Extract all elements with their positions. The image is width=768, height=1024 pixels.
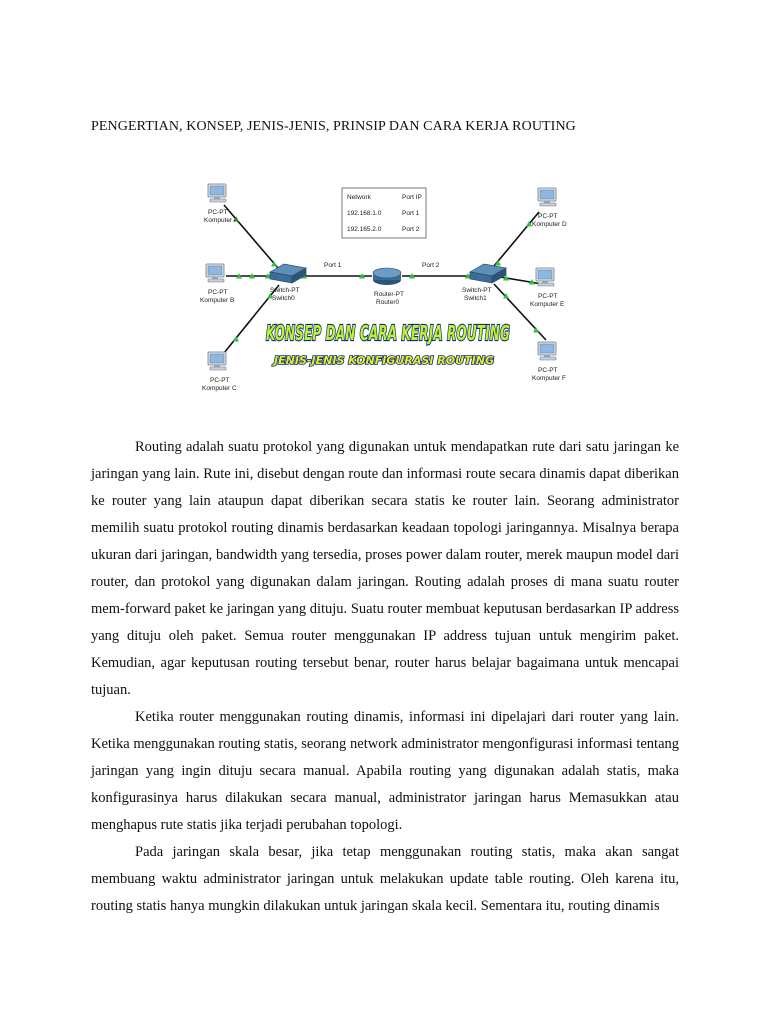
- svg-text:Router0: Router0: [376, 299, 400, 306]
- switch1: [462, 264, 506, 302]
- paragraph: Routing adalah suatu protokol yang digunakan untuk mendapatkan rute dari satu jaringan ke jaringan yang lain. Rute ini, disebut dengan route dan informasi route secara dinamis dapat diberikan ke router yang lain ataupun dapat diberikan secara statis ke router lain. Seorang administrator memilih suatu protokol routing dinamis berdasarkan keadaan topologi jaringannya. Misalnya berapa ukuran dari jaringan, bandwidth yang tersedia, proses power dalam router, merek maupun model dari router, dan protokol yang digunakan dalam jaringan. Routing adalah proses di mana suatu router mem-forward paket ke jaringan yang dituju. Suatu router membuat keputusan berdasarkan IP address yang dituju oleh paket. Semua router menggunakan IP address tujuan untuk mengirim paket. Kemudian, agar keputusan routing tersebut benar, router harus belajar bagaimana untuk mencapai tujuan.: [91, 439, 679, 698]
- table-header-network: Network: [347, 194, 371, 201]
- network-table: [342, 188, 426, 238]
- svg-text:Switch-PT: Switch-PT: [462, 287, 492, 294]
- router0: [373, 268, 404, 306]
- port1-label: Port 1: [324, 262, 342, 269]
- svg-text:Komputer F: Komputer F: [532, 375, 566, 382]
- table-header-port: Port IP: [402, 194, 422, 201]
- pc-computer-b: [200, 264, 234, 304]
- svg-text:Switch0: Switch0: [272, 295, 295, 302]
- svg-text:Komputer D: Komputer D: [532, 221, 567, 228]
- svg-text:PC-PT: PC-PT: [538, 293, 558, 300]
- svg-text:Switch-PT: Switch-PT: [270, 287, 300, 294]
- svg-text:Komputer E: Komputer E: [530, 301, 565, 308]
- article-body: [91, 434, 679, 920]
- banner-title: KONSEP DAN CARA KERJA ROUTING: [266, 321, 510, 345]
- paragraph: Pada jaringan skala besar, jika tetap menggunakan routing statis, maka akan sangat membuang waktu administrator jaringan untuk melakukan update table routing. Oleh karena itu, routing statis hanya mungkin dilakukan untuk jaringan skala kecil. Sementara itu, routing dinamis: [91, 844, 679, 914]
- table-cell: 192.165.2.0: [347, 226, 382, 233]
- table-cell: Port 2: [402, 226, 420, 233]
- svg-text:Komputer C: Komputer C: [202, 385, 237, 392]
- svg-text:Router-PT: Router-PT: [374, 291, 404, 298]
- pc-computer-f: [532, 342, 566, 382]
- topology-diagram: [194, 180, 574, 400]
- svg-text:PC-PT: PC-PT: [538, 213, 558, 220]
- pc-computer-d: [532, 188, 567, 228]
- banner-subtitle: JENIS-JENIS KONFIGURASI ROUTING: [271, 355, 495, 367]
- svg-text:Switch1: Switch1: [464, 295, 487, 302]
- svg-text:PC-PT: PC-PT: [538, 367, 558, 374]
- table-cell: Port 1: [402, 210, 420, 217]
- table-cell: 192.168.1.0: [347, 210, 382, 217]
- svg-text:Komputer B: Komputer B: [200, 297, 235, 304]
- port2-label: Port 2: [422, 262, 440, 269]
- pc-computer-a: [204, 184, 239, 224]
- svg-text:PC-PT: PC-PT: [208, 289, 228, 296]
- svg-text:PC-PT: PC-PT: [208, 209, 228, 216]
- switch0: [270, 264, 306, 302]
- svg-text:PC-PT: PC-PT: [210, 377, 230, 384]
- network-topology-figure: [194, 180, 574, 400]
- svg-text:Komputer A: Komputer A: [204, 217, 238, 224]
- pc-computer-e: [530, 268, 565, 308]
- paragraph: Ketika router menggunakan routing dinamis, informasi ini dipelajari dari router yang lain. Ketika menggunakan routing statis, seorang network administrator mengonfigurasi informasi tentang jaringan yang ingin dituju secara manual. Apabila routing yang digunakan adalah statis, maka konfigurasinya harus dilakukan secara manual, administrator jaringan harus Memasukkan atau menghapus rute statis jika terjadi perubahan topologi.: [91, 709, 679, 833]
- document-title: PENGERTIAN, KONSEP, JENIS-JENIS, PRINSIP DAN CARA KERJA ROUTING: [91, 119, 576, 134]
- pc-computer-c: [202, 352, 237, 392]
